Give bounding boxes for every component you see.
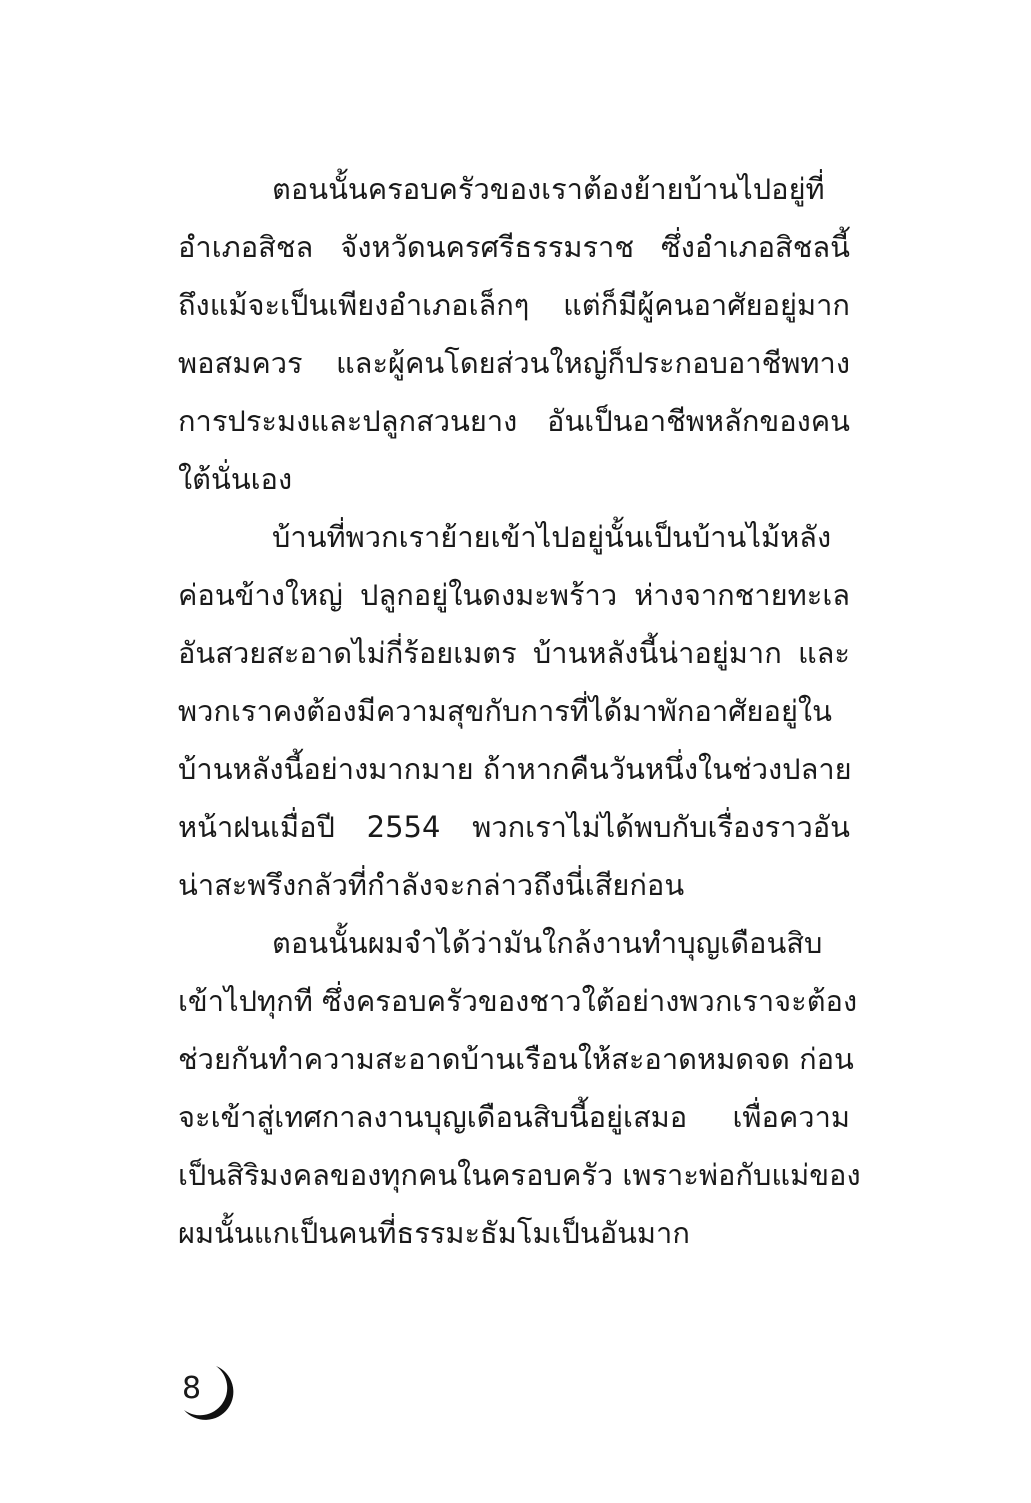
page-number: 8 <box>182 1371 202 1406</box>
text-line: ถึงแม้จะเป็นเพียงอำเภอเล็กๆ แต่ก็มีผู้คนอาศัยอยู่มาก <box>178 288 850 322</box>
page-body-text <box>178 160 861 1262</box>
text-line: น่าสะพรึงกลัวที่กำลังจะกล่าวถึงนี่เสียก่อน <box>178 868 685 902</box>
text-line: เป็นสิริมงคลของทุกคนในครอบครัว เพราะพ่อกับแม่ของ <box>178 1158 861 1192</box>
text-line: ตอนนั้นผมจำได้ว่ามันใกล้งานทำบุญเดือนสิบ <box>272 926 823 960</box>
text-line: ผมนั้นแกเป็นคนที่ธรรมะธัมโมเป็นอันมาก <box>178 1216 690 1250</box>
text-line: พอสมควร และผู้คนโดยส่วนใหญ่ก็ประกอบอาชีพทาง <box>178 346 850 380</box>
page-folio <box>178 1362 258 1432</box>
text-line: ใต้นั่นเอง <box>178 462 293 496</box>
text-line: บ้านที่พวกเราย้ายเข้าไปอยู่นั้นเป็นบ้านไม้หลัง <box>272 520 832 554</box>
text-line: ค่อนข้างใหญ่ ปลูกอยู่ในดงมะพร้าว ห่างจากชายทะเล <box>178 578 850 612</box>
text-line: อันสวยสะอาดไม่กี่ร้อยเมตร บ้านหลังนี้น่าอยู่มาก และ <box>178 636 850 670</box>
text-line: จะเข้าสู่เทศกาลงานบุญเดือนสิบนี้อยู่เสมอ เพื่อความ <box>178 1100 850 1134</box>
text-line: การประมงและปลูกสวนยาง อันเป็นอาชีพหลักของคน <box>178 404 850 438</box>
text-line: บ้านหลังนี้อย่างมากมาย ถ้าหากคืนวันหนึ่งในช่วงปลาย <box>178 752 852 786</box>
text-line: เข้าไปทุกที ซึ่งครอบครัวของชาวใต้อย่างพวกเราจะต้อง <box>178 984 858 1018</box>
text-line: อำเภอสิชล จังหวัดนครศรีธรรมราช ซึ่งอำเภอสิชลนี้ <box>178 230 850 264</box>
text-line: พวกเราคงต้องมีความสุขกับการที่ได้มาพักอาศัยอยู่ใน <box>178 694 832 728</box>
text-line: หน้าฝนเมื่อปี 2554 พวกเราไม่ได้พบกับเรื่องราวอัน <box>178 810 850 844</box>
text-line: ช่วยกันทำความสะอาดบ้านเรือนให้สะอาดหมดจด ก่อน <box>178 1042 854 1076</box>
text-line: ตอนนั้นครอบครัวของเราต้องย้ายบ้านไปอยู่ที่ <box>272 172 825 206</box>
